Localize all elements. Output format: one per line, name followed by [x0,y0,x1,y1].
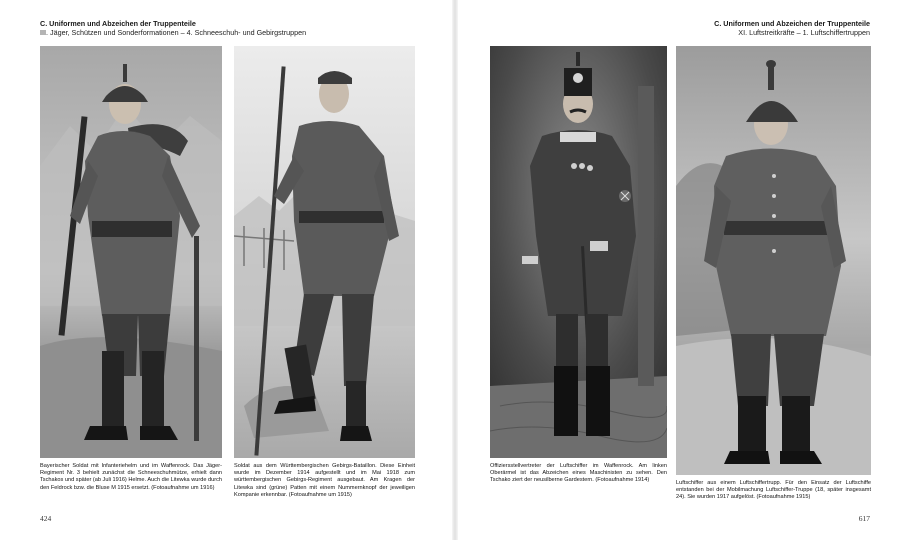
photo-mountain-soldier [234,46,415,458]
photo-airship-soldier [676,46,871,475]
caption-bavarian-soldier: Bayerischer Soldat mit Infanteriehelm und im Waffenrock. Das Jäger-Regiment Nr. 3 behielt zunächst die Schneeschuhmütze, erhielt dann Tschakos und später (ab Juli 1916) Helme. Auch die Litewka wurde durch den Feldrock bzw. die Bluse M 1915 ersetzt. (Fotoaufnahme um 1916) [40,463,222,491]
right-header-title: C. Uniformen und Abzeichen der Truppenteile [714,19,870,28]
photo-airship-officer [490,46,667,458]
left-header-title: C. Uniformen und Abzeichen der Truppenteile [40,19,196,28]
left-page-header [40,19,306,38]
right-header-subtitle: XI. Luftstreitkräfte – 1. Luftschiffertruppen [738,28,870,37]
left-header-subtitle: III. Jäger, Schützen und Sonderformationen – 4. Schneeschuh- und Gebirgstruppen [40,28,307,37]
right-page-number: 617 [858,514,870,523]
caption-airship-soldier: Luftschiffer aus einem Luftschiffertrupp. Für den Einsatz der Luftschiffe entstanden bei der Mobilmachung Luftschiffer-Truppe (18, später insgesamt 24). Sie wurden 1917 aufgelöst. (Fotoaufnahme 1915) [676,480,871,501]
photo-bavarian-soldier [40,46,222,458]
right-page-header [714,19,870,38]
left-page-number: 424 [40,514,52,523]
right-page [455,0,910,540]
caption-airship-officer: Offiziersstellvertreter der Luftschiffer im Waffenrock. Am linken Oberärmel ist das Abzeichen eines Maschinisten zu sehen. Den Tschako ziert der neusilberne Gardestern. (Fotoaufnahme 1914) [490,463,667,484]
caption-mountain-soldier: Soldat aus dem Württembergischen Gebirgs-Bataillon. Diese Einheit wurde im Dezember 1914 aufgestellt und im Mai 1918 zum württembergischen Gebirgs-Regiment ausgebaut. Am Kragen der Litewka sind (grüne) Patten mit einem Nummernknopf der jeweiligen Kompanie erkennbar. (Fotoaufnahme um 1915) [234,463,415,498]
